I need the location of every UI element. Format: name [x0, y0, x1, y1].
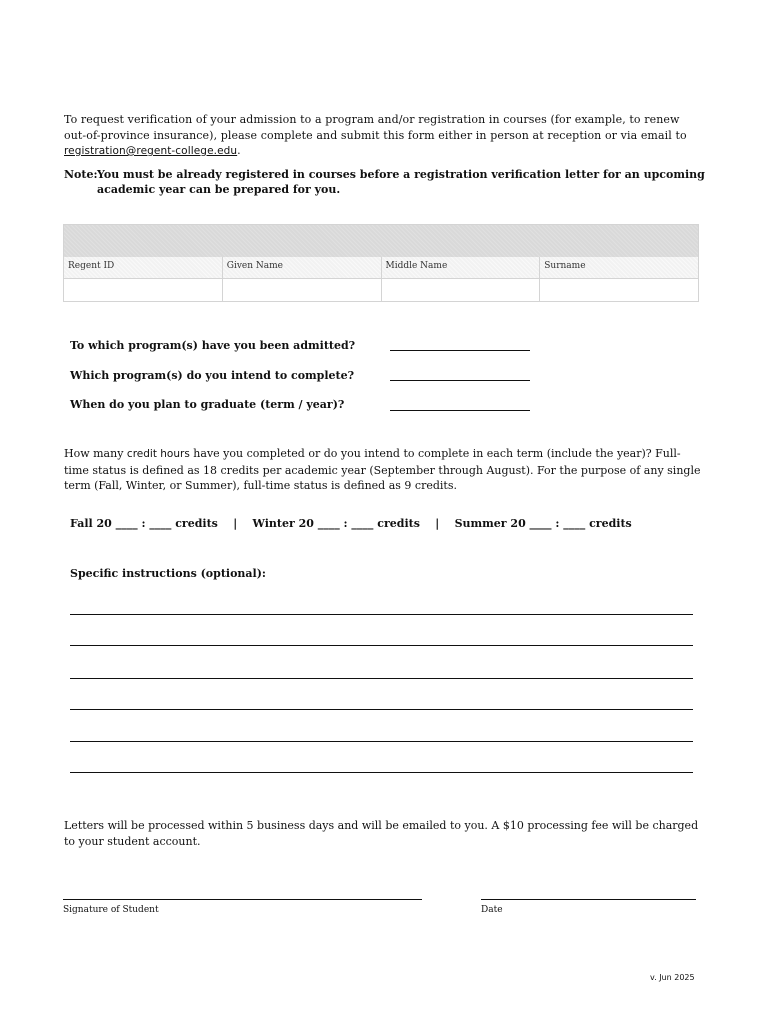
signature-field[interactable] — [63, 899, 422, 900]
note — [64, 167, 714, 197]
instructions-line[interactable] — [70, 741, 693, 742]
instructions-line[interactable] — [70, 709, 693, 710]
graduation-field[interactable] — [390, 410, 530, 411]
instructions-line[interactable] — [70, 645, 693, 646]
regent-id-label: Regent ID — [64, 257, 223, 278]
signature-label: Signature of Student — [63, 905, 159, 915]
summer-credits-field[interactable]: Summer 20 ____ : ____ credits — [454, 517, 632, 530]
question-intended-program: Which program(s) do you intend to complete? — [70, 369, 355, 382]
term-separator: | — [233, 517, 238, 530]
surname-label: Surname — [544, 261, 586, 271]
date-field[interactable] — [481, 899, 696, 900]
intro-paragraph — [64, 112, 704, 160]
regent-id-field[interactable] — [64, 278, 223, 301]
term-credits-row — [70, 517, 632, 530]
question-graduation: When do you plan to graduate (term / year)? — [70, 398, 345, 411]
processing-note: Letters will be processed within 5 business days and will be emailed to you. A $10 processing fee will be charged to your student account. — [64, 819, 699, 848]
credits-text-c: have you completed or do you intend to complete in each term (include the year)? Full-time status is defined as 18 credits per academic year (September through August). For the purpose of any single term (Fall, Winter, or Summer), full-time status is defined as 9 credits. — [64, 447, 701, 492]
version-label: v. Jun 2025 — [650, 973, 695, 982]
credits-text-a: How many — [64, 447, 127, 460]
credits-text-b: credit hours — [126, 448, 190, 460]
middle-name-field[interactable] — [382, 278, 541, 301]
question-admitted-program: To which program(s) have you been admitted? — [70, 339, 356, 352]
term-separator: | — [435, 517, 440, 530]
instructions-line[interactable] — [70, 678, 693, 679]
note-label: Note: — [64, 168, 98, 181]
fall-credits-field[interactable]: Fall 20 ____ : ____ credits — [70, 517, 218, 530]
surname-field[interactable] — [540, 278, 698, 301]
student-info-table — [63, 224, 699, 302]
intended-program-field[interactable] — [390, 380, 530, 381]
winter-credits-field[interactable]: Winter 20 ____ : ____ credits — [252, 517, 420, 530]
credits-paragraph — [64, 446, 704, 494]
instructions-line[interactable] — [70, 614, 693, 615]
table-header-band — [64, 225, 698, 257]
registration-email-link[interactable]: registration@regent-college.edu — [64, 145, 238, 157]
instructions-line[interactable] — [70, 772, 693, 773]
specific-instructions-label: Specific instructions (optional): — [70, 567, 266, 580]
middle-name-label: Middle Name — [382, 257, 541, 278]
admitted-program-field[interactable] — [390, 350, 530, 351]
given-name-field[interactable] — [223, 278, 382, 301]
given-name-label: Given Name — [223, 257, 382, 278]
intro-text: To request verification of your admission to a program and/or registration in courses (for example, to renew out-of-province insurance), please complete and submit this form either in person at reception or via email to — [64, 113, 687, 142]
date-label: Date — [481, 905, 503, 915]
note-text: You must be already registered in courses before a registration verification letter for an upcoming academic year can be prepared for you. — [97, 168, 705, 196]
intro-end: . — [237, 144, 241, 157]
